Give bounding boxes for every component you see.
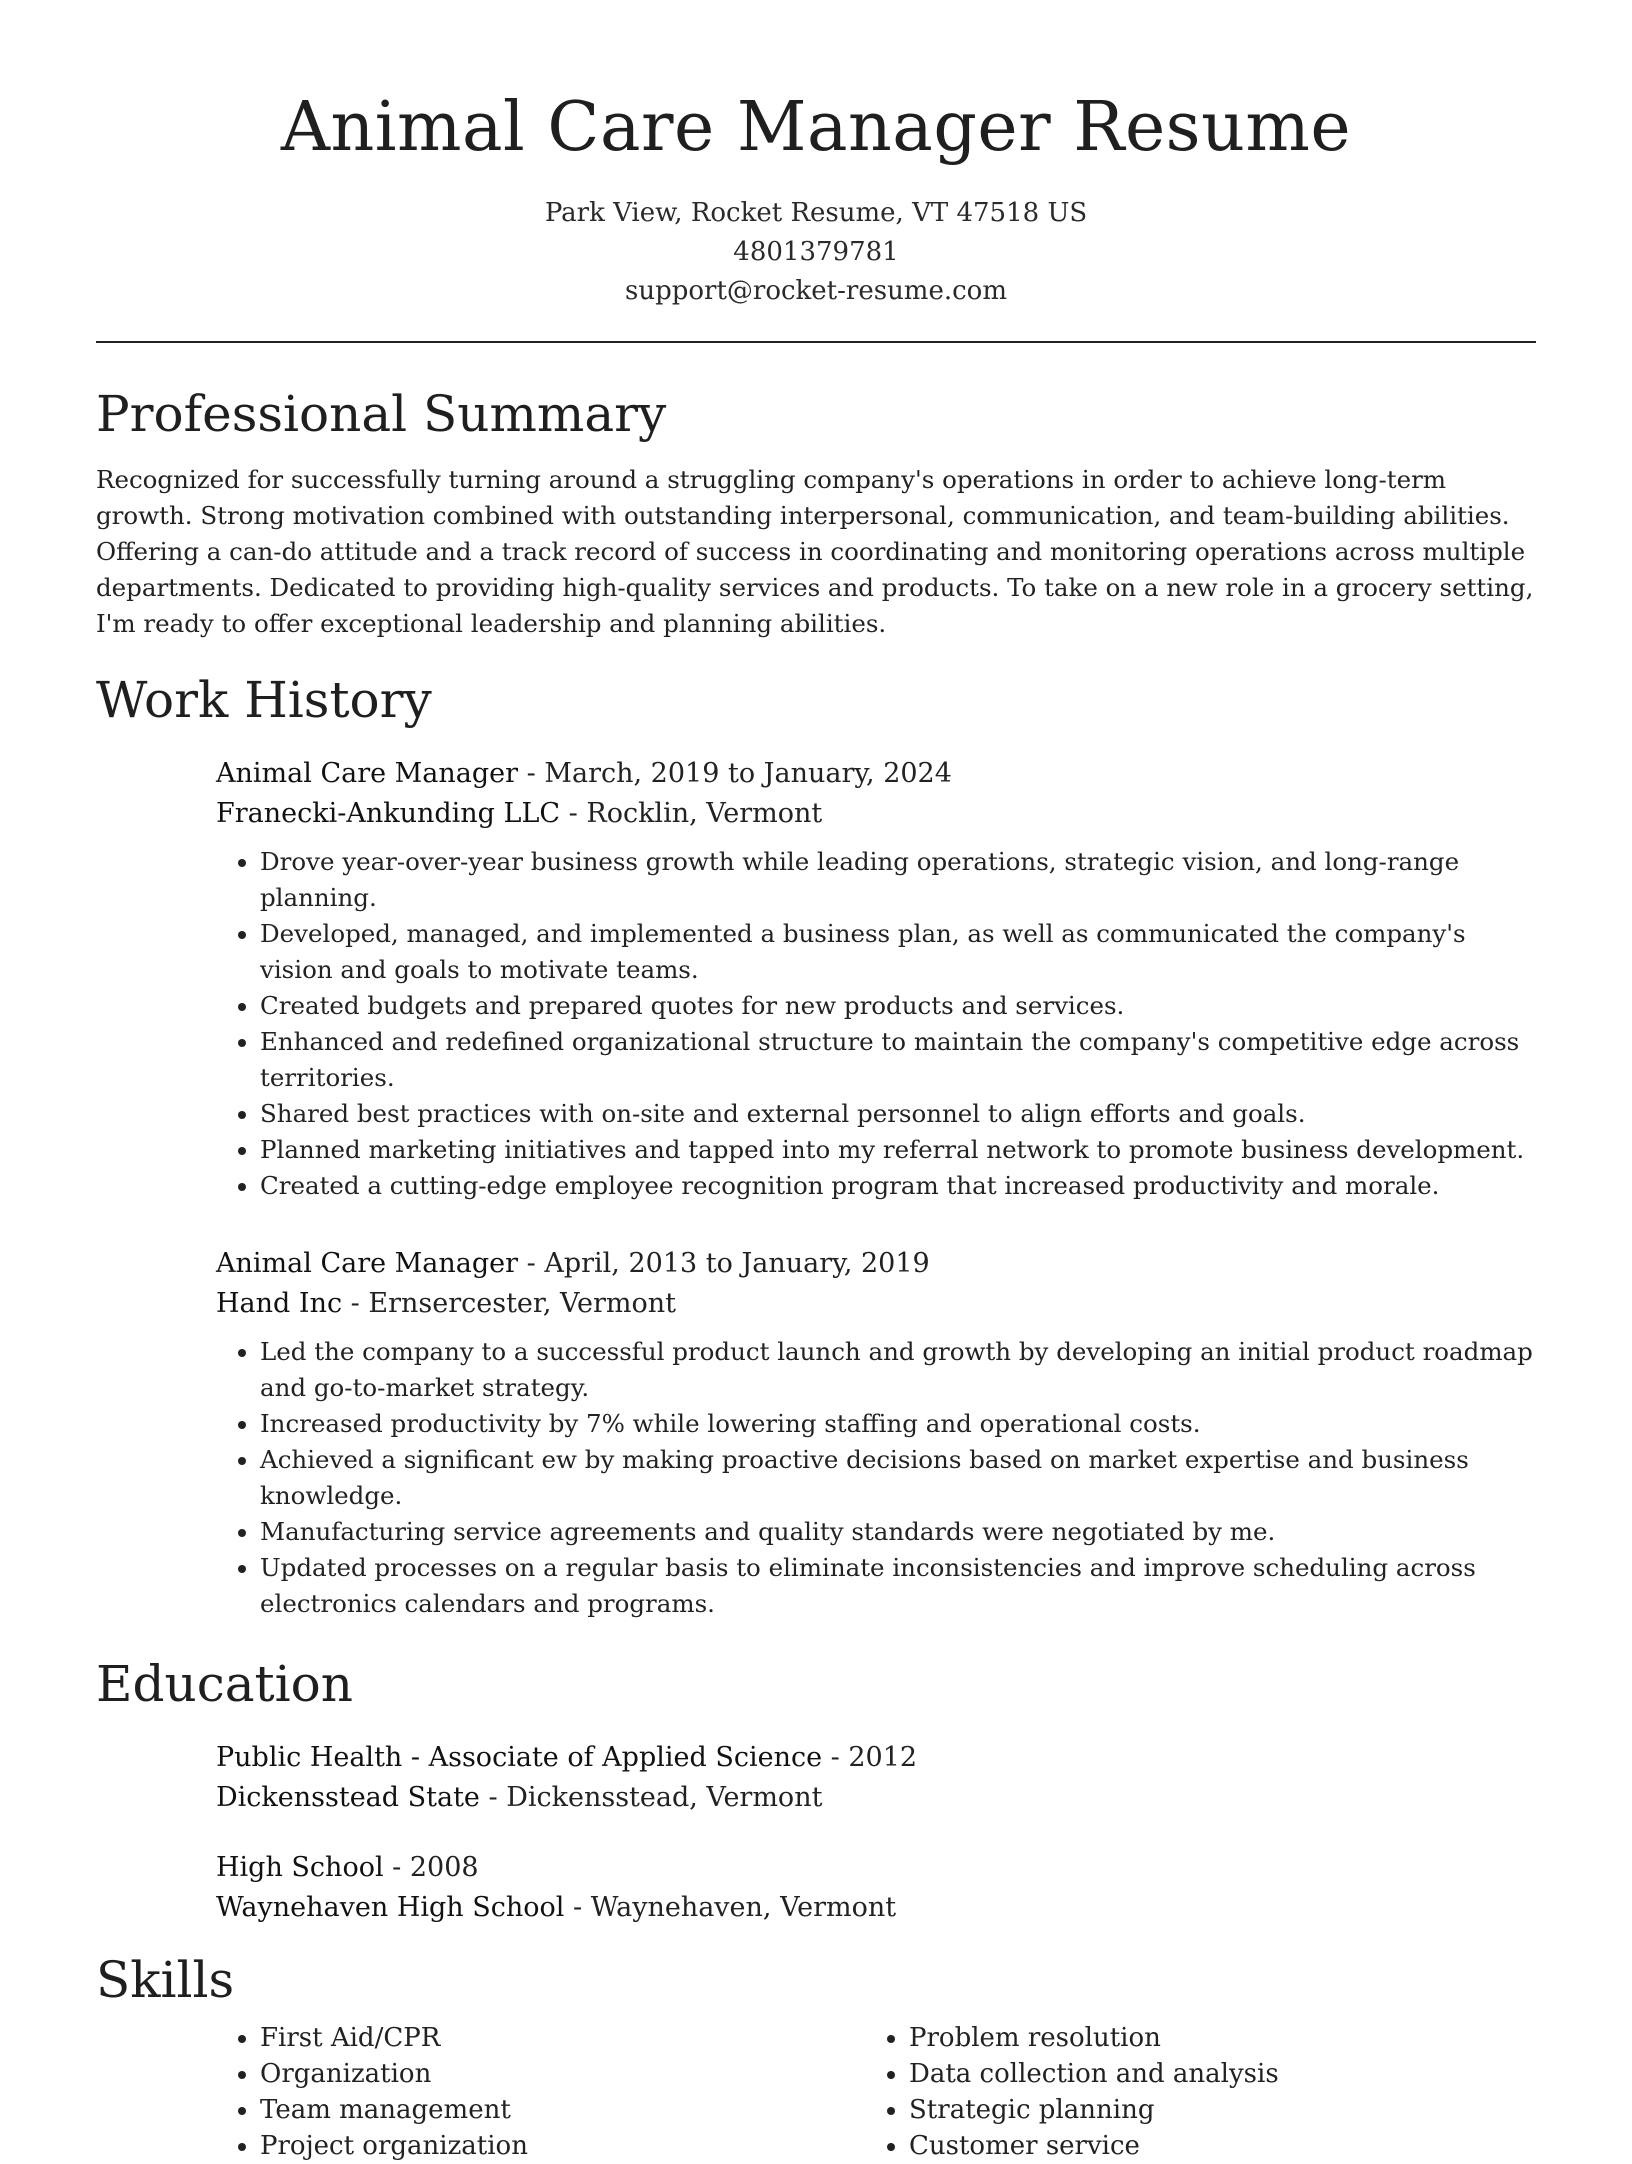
resume-body [96,378,1536,2164]
education-year: - 2012 [822,1742,918,1773]
education-school: Dickensstead State [216,1782,480,1813]
skill-item: • Team management [260,2092,865,2128]
education-degree-line [216,1738,1536,1778]
skill-item: • Project organization [260,2128,865,2164]
skill-item: • First Aid/CPR [260,2020,865,2056]
job-title-line [216,754,1536,794]
address: Park View, Rocket Resume, VT 47518 US [544,198,1088,228]
phone: 4801379781 [733,237,899,267]
job-bullet: • Developed, managed, and implemented a business plan, as well as communicated the company's vision and goals to motivate teams. [260,916,1536,988]
job-bullet: • Created budgets and prepared quotes for new products and services. [260,988,1536,1024]
education-field: Public Health [216,1742,403,1773]
education-year: - 2008 [383,1852,479,1883]
job-entry [216,754,1536,1204]
summary-text: Recognized for successfully turning around a struggling company's operations in order to achieve long-term growth. Strong motivation combined with outstanding interpersonal, communication, and team-building abilities. Offering a can-do attitude and a track record of success in coordinating and monitoring operations across multiple departments. Dedicated to providing high-quality services and products. To take on a new role in a grocery setting, I'm ready to offer exceptional leadership and planning abilities. [96,465,1534,638]
job-dates: - March, 2019 to January, 2024 [518,758,952,789]
resume-title: Animal Care Manager Resume [280,88,1352,167]
skill-item: • Data collection and analysis [909,2056,1514,2092]
job-bullet: • Increased productivity by 7% while lowering staffing and operational costs. [260,1406,1536,1442]
skill-item: • Customer service [909,2128,1514,2164]
job-bullet: • Achieved a significant ew by making proactive decisions based on market expertise and business knowledge. [260,1442,1536,1514]
job-bullet: • Led the company to a successful product launch and growth by developing an initial product roadmap and go-to-market strategy. [260,1334,1536,1406]
job-bullet: • Drove year-over-year business growth while leading operations, strategic vision, and long-range planning. [260,844,1536,916]
job-bullet: • Created a cutting-edge employee recognition program that increased productivity and morale. [260,1168,1536,1204]
education-field: High School [216,1852,384,1883]
skill-item: • Problem resolution [909,2020,1514,2056]
job-role: Animal Care Manager [216,758,519,789]
job-location: - Ernsercester, Vermont [342,1288,677,1319]
job-location: - Rocklin, Vermont [560,798,823,829]
job-company-line [216,794,1536,834]
job-bullet: • Enhanced and redefined organizational structure to maintain the company's competitive edge across territories. [260,1024,1536,1096]
job-role: Animal Care Manager [216,1248,519,1279]
email: support@rocket-resume.com [624,276,1007,306]
job-title-line [216,1244,1536,1284]
education-entry [216,1738,1536,1818]
skills-heading: Skills [96,1951,235,2009]
contact-block [0,194,1632,311]
education-degree-line [216,1848,1536,1888]
work-history-heading: Work History [96,671,432,729]
header-divider [96,341,1536,343]
education-location: - Dickensstead, Vermont [479,1782,823,1813]
education-entry [216,1848,1536,1928]
skill-item: • Organization [260,2056,865,2092]
skill-item: • Strategic planning [909,2092,1514,2128]
education-school-line [216,1888,1536,1928]
job-dates: - April, 2013 to January, 2019 [518,1248,930,1279]
job-company: Franecki-Ankunding LLC [216,798,561,829]
job-company: Hand Inc [216,1288,343,1319]
skills-column-right [865,2020,1514,2164]
job-company-line [216,1284,1536,1324]
resume-header [0,0,1632,311]
skills-list [216,2020,1536,2164]
job-bullets [216,844,1536,1204]
job-bullet: • Manufacturing service agreements and quality standards were negotiated by me. [260,1514,1536,1550]
education-degree: - Associate of Applied Science [402,1742,823,1773]
job-bullet: • Shared best practices with on-site and external personnel to align efforts and goals. [260,1096,1536,1132]
education-school: Waynehaven High School [216,1892,565,1923]
skills-column-left [216,2020,865,2164]
job-entry [216,1244,1536,1622]
education-location: - Waynehaven, Vermont [564,1892,897,1923]
summary-heading: Professional Summary [96,385,667,443]
education-school-line [216,1778,1536,1818]
education-heading: Education [96,1655,353,1713]
job-bullets [216,1334,1536,1622]
job-bullet: • Planned marketing initiatives and tapped into my referral network to promote business development. [260,1132,1536,1168]
job-bullet: • Updated processes on a regular basis to eliminate inconsistencies and improve scheduling across electronics calendars and programs. [260,1550,1536,1622]
